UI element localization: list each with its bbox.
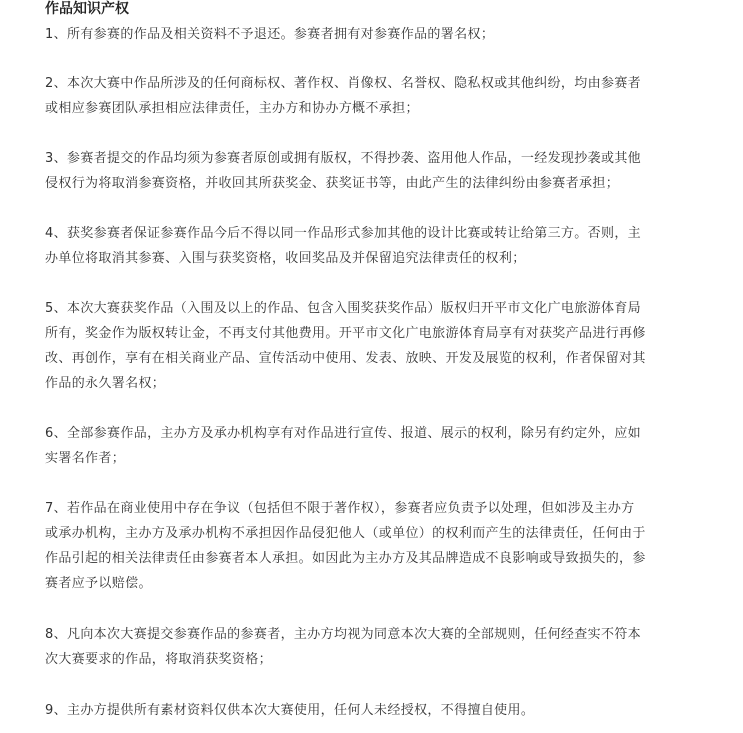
paragraph-line: 作品的永久署名权； xyxy=(45,376,166,391)
paragraph-line: 次大赛要求的作品，将取消获奖资格； xyxy=(45,652,272,667)
paragraph-line: 9、主办方提供所有素材资料仅供本次大赛使用，任何人未经授权，不得擅自使用。 xyxy=(45,703,535,718)
paragraph-line: 改、再创作，享有在相关商业产品、宣传活动中使用、发表、放映、开发及展览的权利，作者保留对其 xyxy=(45,351,646,366)
document-title: 作品知识产权 xyxy=(45,1,129,17)
paragraph-line: 4、获奖参赛者保证参赛作品今后不得以同一作品形式参加其他的设计比赛或转让给第三方。否则，主 xyxy=(45,226,642,241)
paragraph-1 xyxy=(45,22,681,47)
paragraph-line: 2、本次大赛中作品所涉及的任何商标权、著作权、肖像权、名誉权、隐私权或其他纠纷，均由参赛者 xyxy=(45,76,642,91)
paragraph-line: 6、全部参赛作品，主办方及承办机构享有对作品进行宣传、报道、展示的权利，除另有约定外，应如 xyxy=(45,426,642,441)
paragraph-9 xyxy=(45,698,681,723)
paragraph-5 xyxy=(45,296,681,396)
paragraph-2 xyxy=(45,71,681,121)
paragraph-line: 3、参赛者提交的作品均须为参赛者原创或拥有版权，不得抄袭、盗用他人作品，一经发现抄袭或其他 xyxy=(45,151,642,166)
paragraph-6 xyxy=(45,421,681,471)
paragraph-8 xyxy=(45,622,681,672)
paragraph-4 xyxy=(45,221,681,271)
paragraph-line: 5、本次大赛获奖作品（入围及以上的作品、包含入围奖获奖作品）版权归开平市文化广电旅游体育局 xyxy=(45,301,642,316)
paragraph-line: 作品引起的相关法律责任由参赛者本人承担。如因此为主办方及其品牌造成不良影响或导致损失的，参 xyxy=(45,551,646,566)
paragraph-line: 1、所有参赛的作品及相关资料不予退还。参赛者拥有对参赛作品的署名权； xyxy=(45,27,495,42)
paragraph-line: 赛者应予以赔偿。 xyxy=(45,576,152,591)
paragraph-line: 侵权行为将取消参赛资格，并收回其所获奖金、获奖证书等，由此产生的法律纠纷由参赛者承担； xyxy=(45,176,620,191)
paragraph-7 xyxy=(45,496,681,596)
paragraph-line: 或相应参赛团队承担相应法律责任，主办方和协办方概不承担； xyxy=(45,101,419,116)
paragraph-line: 所有，奖金作为版权转让金，不再支付其他费用。开平市文化广电旅游体育局享有对获奖产品进行再修 xyxy=(45,326,646,341)
paragraph-3 xyxy=(45,146,681,196)
paragraph-line: 8、凡向本次大赛提交参赛作品的参赛者，主办方均视为同意本次大赛的全部规则，任何经查实不符本 xyxy=(45,627,642,642)
paragraph-line: 或承办机构，主办方及承办机构不承担因作品侵犯他人（或单位）的权利而产生的法律责任，任何由于 xyxy=(45,526,646,541)
paragraph-line: 实署名作者； xyxy=(45,451,126,466)
paragraph-line: 办单位将取消其参赛、入围与获奖资格，收回奖品及并保留追究法律责任的权利； xyxy=(45,251,526,266)
paragraph-line: 7、若作品在商业使用中存在争议（包括但不限于著作权），参赛者应负责予以处理，但如涉及主办方 xyxy=(45,501,635,516)
